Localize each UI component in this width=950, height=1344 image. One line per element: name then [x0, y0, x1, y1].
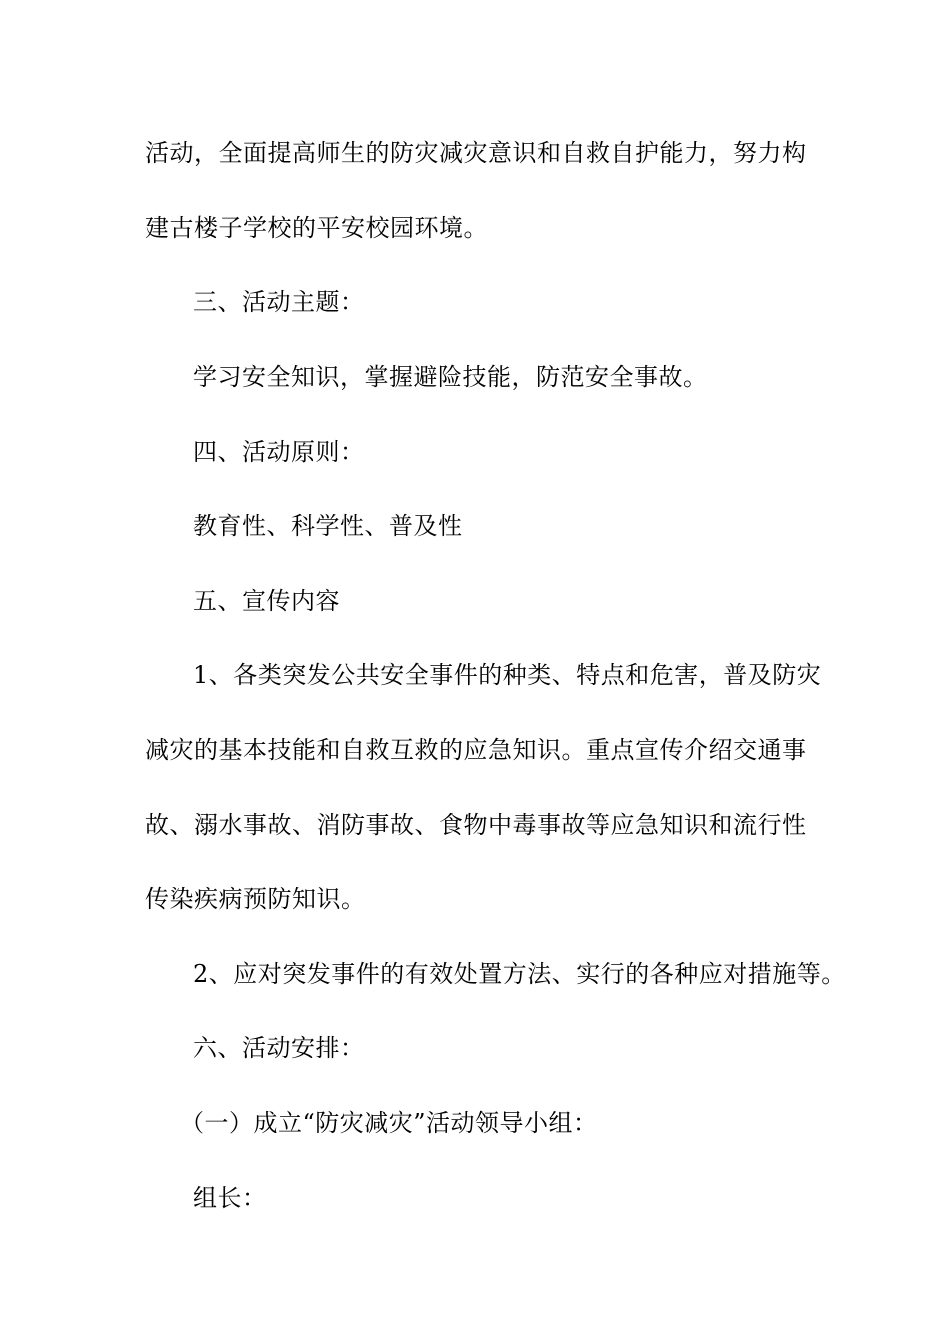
paragraph-line: 建古楼子学校的平安校园环境。 [145, 214, 488, 242]
paragraph-line: 故、溺水事故、消防事故、食物中毒事故等应急知识和流行性 [145, 811, 807, 839]
section-heading-principles: 四、活动原则： [193, 438, 365, 466]
paragraph-line: 传染疾病预防知识。 [145, 885, 366, 913]
list-item-2: 2、应对突发事件的有效处置方法、实行的各种应对措施等。 [193, 960, 846, 988]
paragraph-line: 减灾的基本技能和自救互救的应急知识。重点宣传介绍交通事 [145, 736, 807, 764]
list-item-1: 1、各类突发公共安全事件的种类、特点和危害，普及防灾 [193, 661, 822, 689]
section-heading-content: 五、宣传内容 [193, 587, 340, 615]
section-heading-arrangement: 六、活动安排： [193, 1034, 365, 1062]
paragraph-line: 组长： [193, 1184, 267, 1212]
paragraph-line: 学习安全知识，掌握避险技能，防范安全事故。 [193, 363, 708, 391]
paragraph-line: 教育性、科学性、普及性 [193, 512, 463, 540]
section-heading-theme: 三、活动主题： [193, 288, 365, 316]
subsection-heading: （一）成立“防灾减灾”活动领导小组： [180, 1109, 598, 1137]
paragraph-line: 活动，全面提高师生的防灾减灾意识和自救自护能力，努力构 [145, 139, 807, 167]
